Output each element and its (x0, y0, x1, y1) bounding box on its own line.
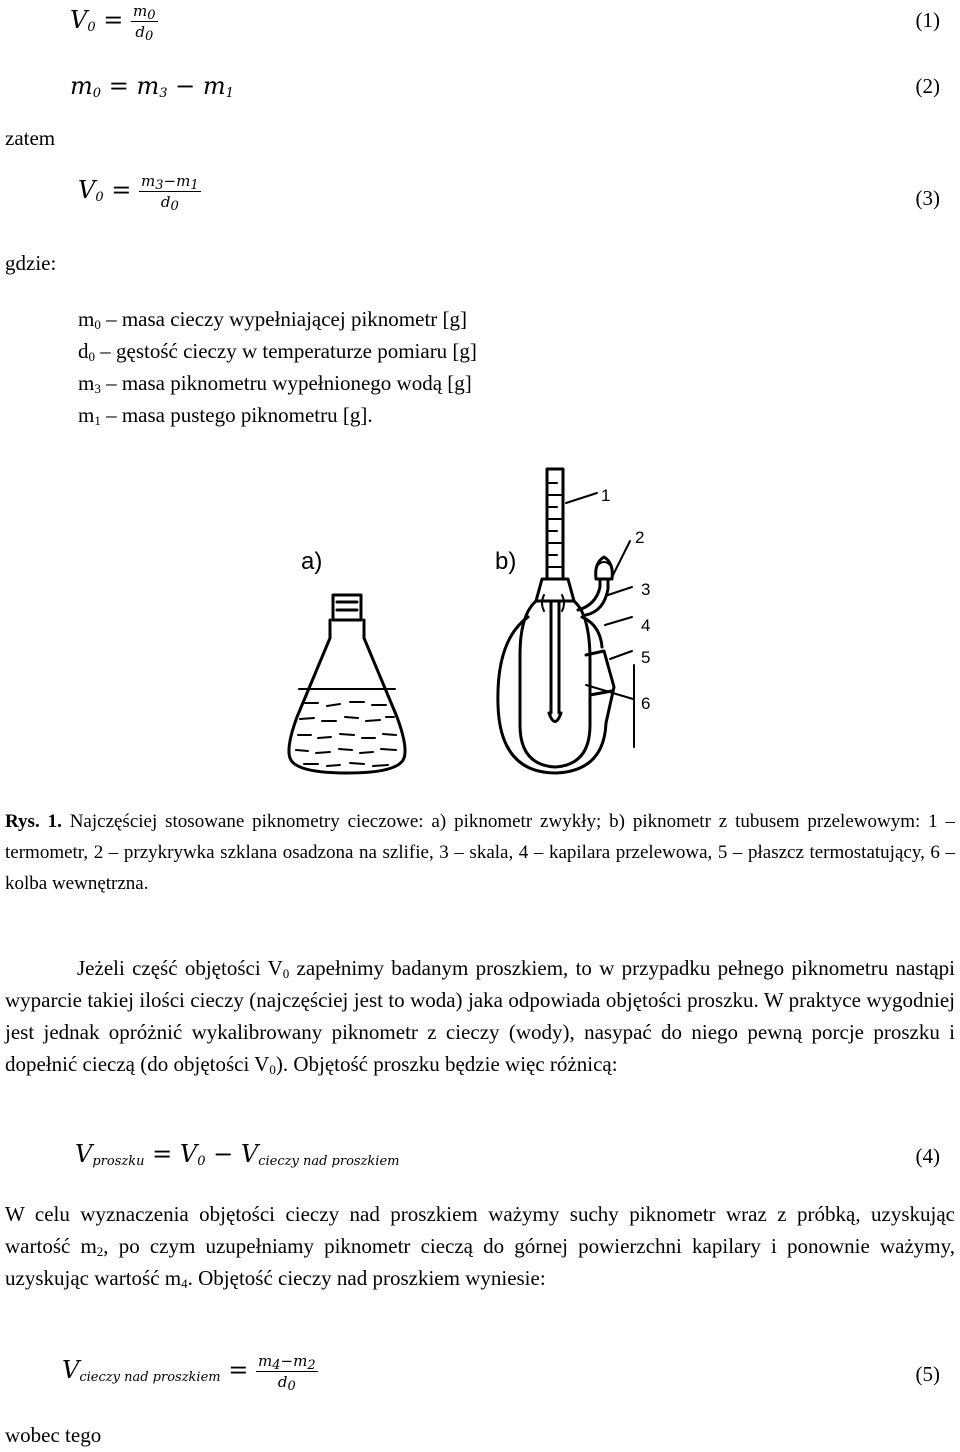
pycnometer-figure (0, 455, 960, 785)
equation-1: $V_0$ = $\frac{m_0}{d_0}$ (70, 2, 156, 44)
eq1-lhs: V (70, 6, 88, 34)
caption-text: Najczęściej stosowane piknometry cieczowe: a) piknometr zwykły; b) piknometr z tubusem przelewowym: 1 – termometr, 2 – przykrywka szklana osadzona na szlifie, 3 – skala, 4 – kapilara przelewowa, 5 – płaszcz termostatujący, 6 – kolba wewnętrzna. (5, 811, 955, 894)
paragraph-2: W celu wyznaczenia objętości cieczy nad proszkiem ważymy suchy piknometr wraz z próbką, uzyskując wartość $m_2$, po czym uzupełniamy piknometr cieczą do górnej powierzchni kapilary i ponownie ważymy, uzyskując wartość $m_4$. Objętość cieczy nad proszkiem wyniesie: (5, 1202, 955, 1291)
callout-5: 5 (641, 648, 651, 667)
pycnometer-a-liquid (296, 702, 396, 766)
callout-2: 2 (635, 528, 645, 547)
definition-m3: $m_3$ – masa piknometru wypełnionego wodą [g] (78, 371, 472, 396)
eq2-number: (2) (915, 74, 940, 98)
definition-m0: $m_0$ – masa cieczy wypełniającej piknometr [g] (78, 307, 468, 332)
eq3-fraction: $\frac{m_3-m_1}{d_0}$ (141, 172, 199, 214)
eq3-number: (3) (915, 186, 940, 210)
eq5-fraction: $\frac{m_4-m_2}{d_0}$ (258, 1352, 316, 1394)
figure-caption (5, 806, 955, 899)
paragraph-1: Jeżeli część objętości $V_0$ zapełnimy badanym proszkiem, to w przypadku pełnego piknometru nastąpi wyparcie takiej ilości cieczy (najczęściej jest to woda) jaka odpowiada objętości proszku. W praktyce wygodniej jest jednak opróżnić wykalibrowany piknometr z cieczy (wody), nasypać do niego pewną porcje proszku i dopełnić cieczą (do objętości $V_0$). Objętość proszku będzie więc różnicą: (5, 956, 955, 1077)
callout-1: 1 (601, 486, 611, 505)
word-wobec-tego: wobec tego (5, 1423, 102, 1447)
figure-label-b: b) (495, 548, 517, 575)
eq1-number: (1) (915, 8, 940, 32)
callout-leaders (566, 493, 633, 699)
callout-4: 4 (641, 616, 651, 635)
eq1-lhs-sub: 0 (87, 20, 96, 35)
callout-3: 3 (641, 580, 651, 599)
equation-5: $V_{cieczy nad proszkiem}$ = $\frac{m_4-m_2}{d_0}$ (62, 1352, 316, 1394)
callout-6: 6 (641, 694, 651, 713)
word-zatem: zatem (5, 126, 56, 150)
figure-label-a: a) (301, 548, 323, 575)
pycnometer-a-drawing (289, 595, 405, 773)
equation-3: $V_0$ = $\frac{m_3-m_1}{d_0}$ (78, 172, 199, 214)
eq4-number: (4) (915, 1144, 940, 1168)
word-gdzie: gdzie: (5, 251, 57, 275)
equation-4: $V_{proszku} = V_0 - V_{cieczy nad proszkiem}$ (75, 1140, 400, 1169)
definition-m1: $m_1$ – masa pustego piknometru [g]. (78, 403, 373, 428)
caption-label: Rys. 1. (5, 811, 62, 832)
pycnometer-b-drawing (498, 469, 634, 773)
eq1-fraction: $\frac{m_0}{d_0}$ (133, 2, 156, 44)
equation-2: $m_0 = m_3 - m_1$ (70, 72, 234, 101)
eq5-number: (5) (915, 1362, 940, 1386)
definition-d0: $d_0$ – gęstość cieczy w temperaturze pomiaru [g] (78, 339, 477, 364)
